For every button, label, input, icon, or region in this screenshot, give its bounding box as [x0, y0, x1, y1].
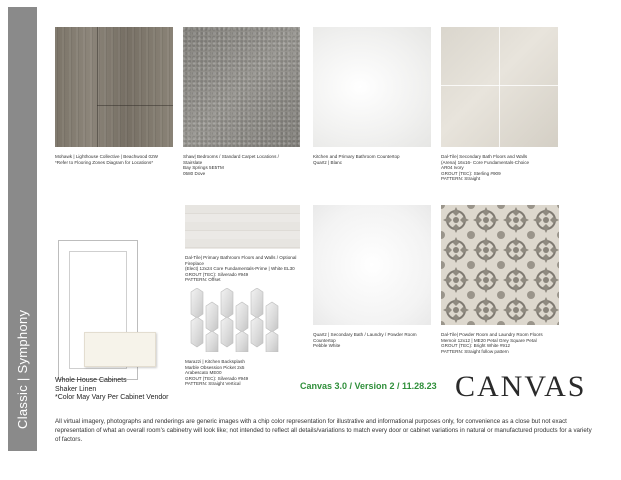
- bath-floor-swatch: [441, 27, 558, 147]
- carpet-caption: Shaw| Bedrooms / Standard Carpet Locations / Stairslate Bay Springs 5E5TM 0580 Dove: [183, 154, 279, 176]
- version-label: Canvas 3.0 / Version 2 / 11.28.23: [300, 381, 437, 391]
- backsplash-swatch: [185, 288, 283, 352]
- primary-bath-swatch: [185, 205, 300, 249]
- quartz-caption: Kitchen and Primary Bathroom Countertop Quartz | Blanc: [313, 154, 400, 165]
- cabinet-caption: Whole House Cabinets Shaker Linen *Color May Vary Per Cabinet Vendor: [55, 377, 169, 401]
- sidebar-band: [8, 7, 37, 451]
- backsplash-caption: Marazzi | Kitchen Backsplash Marble Obsession Picket 2x5 Arabescato ME00 GROUT (TEC): Silverado #949 PATTERN: Straight Vertical: [185, 359, 249, 387]
- secondary-counter-swatch: [313, 205, 431, 325]
- canvas-logo: CANVAS: [455, 370, 587, 403]
- quartz-swatch: [313, 27, 431, 147]
- sidebar-label: Classic | Symphony: [15, 309, 30, 429]
- flooring-swatch: [55, 27, 173, 147]
- powder-room-swatch: [441, 205, 559, 325]
- disclaimer-text: All virtual imagery, photographs and renderings are generic images with a chip color representation for illustrative and informational purposes only, for convenience as a close but not exact representation of what an overall room's cabinetry will look like; not intended to reflect all details/variations to match every door or cabinet variations in natural or manufactured products for a variety of factors.: [55, 418, 592, 443]
- bath-floor-caption: Dal-Tile| Secondary Bath Floors and Walls (Arena) 16x16- Core Fundamentals-Choice AR04 Ivory GROUT (TEC): Sterling #909 PATTERN: Straight: [441, 154, 530, 182]
- powder-room-caption: Dal-Tile| Powder Room and Laundry Room Floors Memoir 12x12 | ME20 Petal Grey Square Petal GROUT (TEC): Bright White #912 PATTERN: Straight follow pattern: [441, 332, 543, 354]
- cabinet-color-sample: [84, 332, 156, 367]
- secondary-counter-caption: Quartz | Secondary Bath / Laundry / Powder Room Countertop Pebble White: [313, 332, 417, 349]
- flooring-caption: Mohawk | Lighthouse Collective | Beachwood 02W *Refer to Flooring Zones Diagram for Locations*: [55, 154, 158, 165]
- primary-bath-caption: Dal-Tile| Primary Bathroom Floors and Walls / Optional Fireplace (Elect) 12x24 Core Fundamentals-Prime | White EL30 GROUT (TEC): Silverado #949 PATTERN: Offset: [185, 255, 297, 283]
- carpet-swatch: [183, 27, 300, 147]
